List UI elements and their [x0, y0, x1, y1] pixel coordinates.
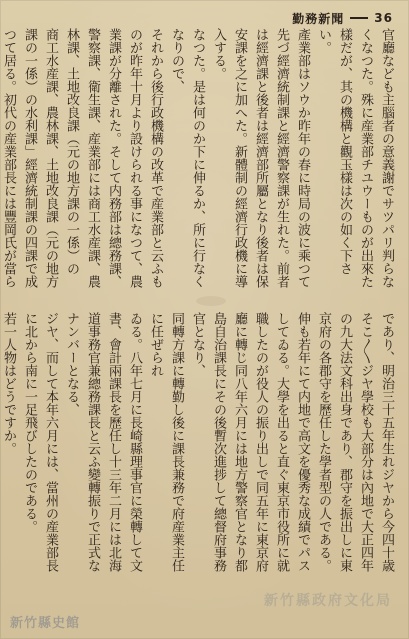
text-column: 伸も若年にて内地で高文を優秀な成績でパスしてゐる。大學を出ると直ぐ東京市役所に就職したのが役人の振り出しで同五年に東京府廳に轉じ同八年六月には地方警察官となり都島自治課長にその後暫次進捗して總督府事務官となり、	[190, 312, 310, 572]
text-column: 商工水産課、農林課、土地改良課（元の地方課の一係）の水利課」經濟統制課の四課で成つて居る。初代の産業部長には豐岡氏が當ら	[1, 28, 58, 288]
text-column: であり、明治三十五年生れジヤから今四十歳そこ〳〵ジヤ學校も大部分は內地で大正四年の九大法文科出身であり、郡守を振出しに東京府の各郡守を歷任した學者型の人である。	[316, 312, 394, 572]
text-column: 同轉方課に轉勤し後に課長兼務で府産業主任に任ぜられ	[148, 312, 184, 572]
text-column: なつた。是は何のか下に伸るか、所に行なくなりので、	[169, 28, 205, 288]
page-header	[292, 8, 393, 28]
archive-watermark: 新竹縣政府文化局	[264, 593, 392, 609]
text-column: ゐる。八年七月に長崎縣理事官に榮轉して文書、會計兩課長を歷任し十三年二月には北海道事務官兼總務課長と云ふ變轉振りで正式なナンバーとなる、	[64, 312, 142, 572]
text-column: ジヤ、而して本年六月には、當州の産業部長に北から南に一足飛びしたのである。	[22, 312, 58, 572]
text-column: 產業部はソウか昨年の春に時局の波に乘つて先づ經濟統制課と經濟警察課が生れた。前者は經濟課と後者は經濟部所屬となり後者は保安課を之に加へた。新體制の經濟行政機に導入する。	[211, 28, 310, 288]
text-column: それから後行政機構の改革で産業部と云ふものが昨年十月より設けられる事になつて、農業課が分離された。そして内務部は總務課、警察課、衛生課、産業部には商工水産課、農林課、土地改良課（元の地方課の一係）の	[64, 28, 163, 288]
text-column: 官廳なども主腦者の意義謝でサツパリ判らなくなつた。殊に産業部チユウーものが出來た樣だが、其の機構と觀玉樣は次の如く下さい。	[316, 28, 394, 288]
top-text-block	[1, 28, 397, 293]
page-number: 36	[374, 11, 393, 25]
header-rule	[350, 17, 368, 19]
header-title: 勤務新聞	[292, 11, 345, 26]
bottom-text-block	[1, 312, 397, 574]
text-area	[0, 28, 409, 588]
paper-stain	[196, 296, 226, 306]
text-column: 若一人物はどうですか。	[1, 312, 16, 455]
archive-seal: 新竹縣史館	[10, 616, 81, 631]
